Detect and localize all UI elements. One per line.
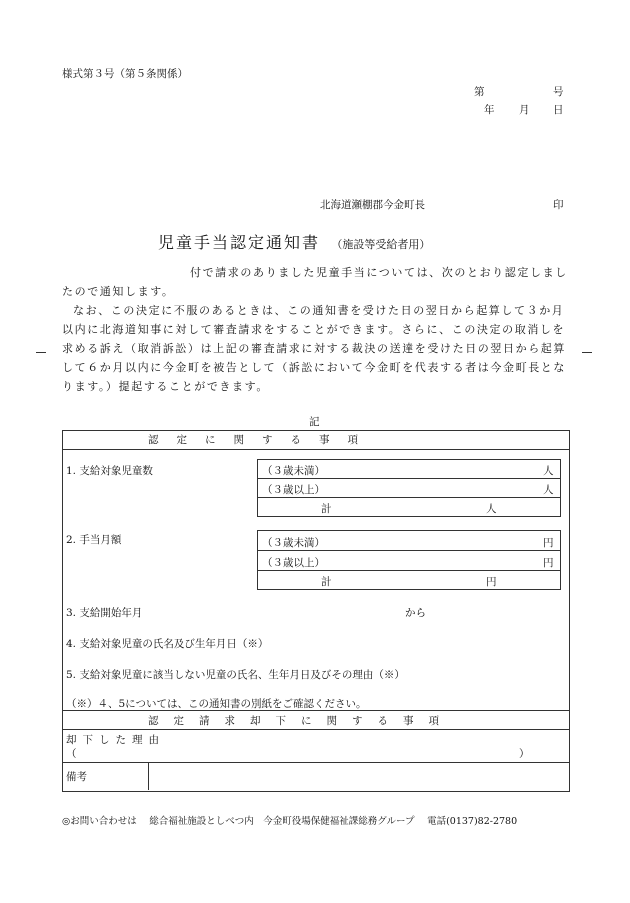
item3-from: から [405, 607, 426, 619]
paragraph-2: なお、この決定に不服のあるときは、この通知書を受けた日の翌日から起算して３か月以内に北海道知事に対して審査請求をすることができます。さらに、この決定の取消しを求める訴え（取消訴訟）は上記の審査請求に対する裁決の送達を受けた日の翌日から起算して６か月以内に今金町を被告として（訴訟において今金町を代表する者は今金町長となります。）提起することができます。 [62, 304, 566, 393]
divider [62, 729, 569, 730]
note: （※）４、5については、この通知書の別紙をご確認ください。 [66, 698, 367, 710]
document-title: 児童手当認定通知書 [158, 233, 321, 252]
footer-contact: ◎お問い合わせは 総合福祉施設としべつ内 今金町役場保健福祉課総務グループ 電話(0137)82-2780 [62, 816, 518, 827]
date-day: 日 [553, 104, 564, 116]
section1-header: 認定に関する事項 [148, 434, 376, 446]
document-title-row [158, 230, 430, 253]
item1-row2-unit: 人 [543, 484, 554, 496]
item1-label: 1. 支給対象児童数 [66, 465, 153, 477]
divider [148, 762, 149, 790]
number-label-dai: 第 [474, 86, 485, 98]
item5-label: 5. 支給対象児童に該当しない児童の氏名、生年月日及びその理由（※） [66, 669, 405, 681]
item2-row1-unit: 円 [543, 537, 554, 549]
item2-row2-label: （３歳以上） [262, 557, 325, 569]
seal-mark: 印 [553, 199, 564, 211]
document-subtitle: （施設等受給者用） [331, 238, 431, 251]
divider [62, 449, 569, 450]
fold-mark-right [582, 352, 592, 353]
rejection-reason-label: 却下した理由 [66, 734, 165, 746]
divider [62, 710, 569, 711]
divider [257, 570, 560, 571]
divider [257, 550, 560, 551]
item2-row1-label: （３歳未満） [262, 537, 325, 549]
issuer: 北海道瀬棚郡今金町長 [320, 199, 425, 211]
item1-row2-label: （３歳以上） [262, 484, 325, 496]
item2-row2-unit: 円 [543, 557, 554, 569]
paren-close: ） [519, 748, 530, 760]
divider [62, 762, 569, 763]
item4-label: 4. 支給対象児童の氏名及び生年月日（※） [66, 638, 269, 650]
form-number: 様式第３号（第５条関係） [62, 68, 188, 80]
item3-label: 3. 支給開始年月 [66, 607, 143, 619]
divider [257, 497, 560, 498]
item2-total-unit: 円 [486, 576, 497, 588]
item1-total-label: 計 [321, 503, 332, 515]
item1-row1-unit: 人 [543, 465, 554, 477]
section2-header: 認定請求却下に関する事項 [148, 715, 454, 727]
divider [257, 478, 560, 479]
item2-total-label: 計 [321, 576, 332, 588]
item1-row1-label: （３歳未満） [262, 465, 325, 477]
number-label-go: 号 [553, 86, 564, 98]
fold-mark-left [36, 352, 46, 353]
paragraph-1: 付で請求のありました児童手当については、次のとおり認定しましたので通知します。 [62, 266, 568, 298]
body-paragraphs [62, 263, 568, 396]
date-year: 年 [484, 104, 495, 116]
remarks-label: 備考 [66, 771, 87, 783]
date-month: 月 [519, 104, 530, 116]
ki-label: 記 [309, 416, 320, 428]
item1-total-unit: 人 [486, 503, 497, 515]
paren-open: （ [66, 748, 77, 760]
item2-label: 2. 手当月額 [66, 534, 122, 546]
